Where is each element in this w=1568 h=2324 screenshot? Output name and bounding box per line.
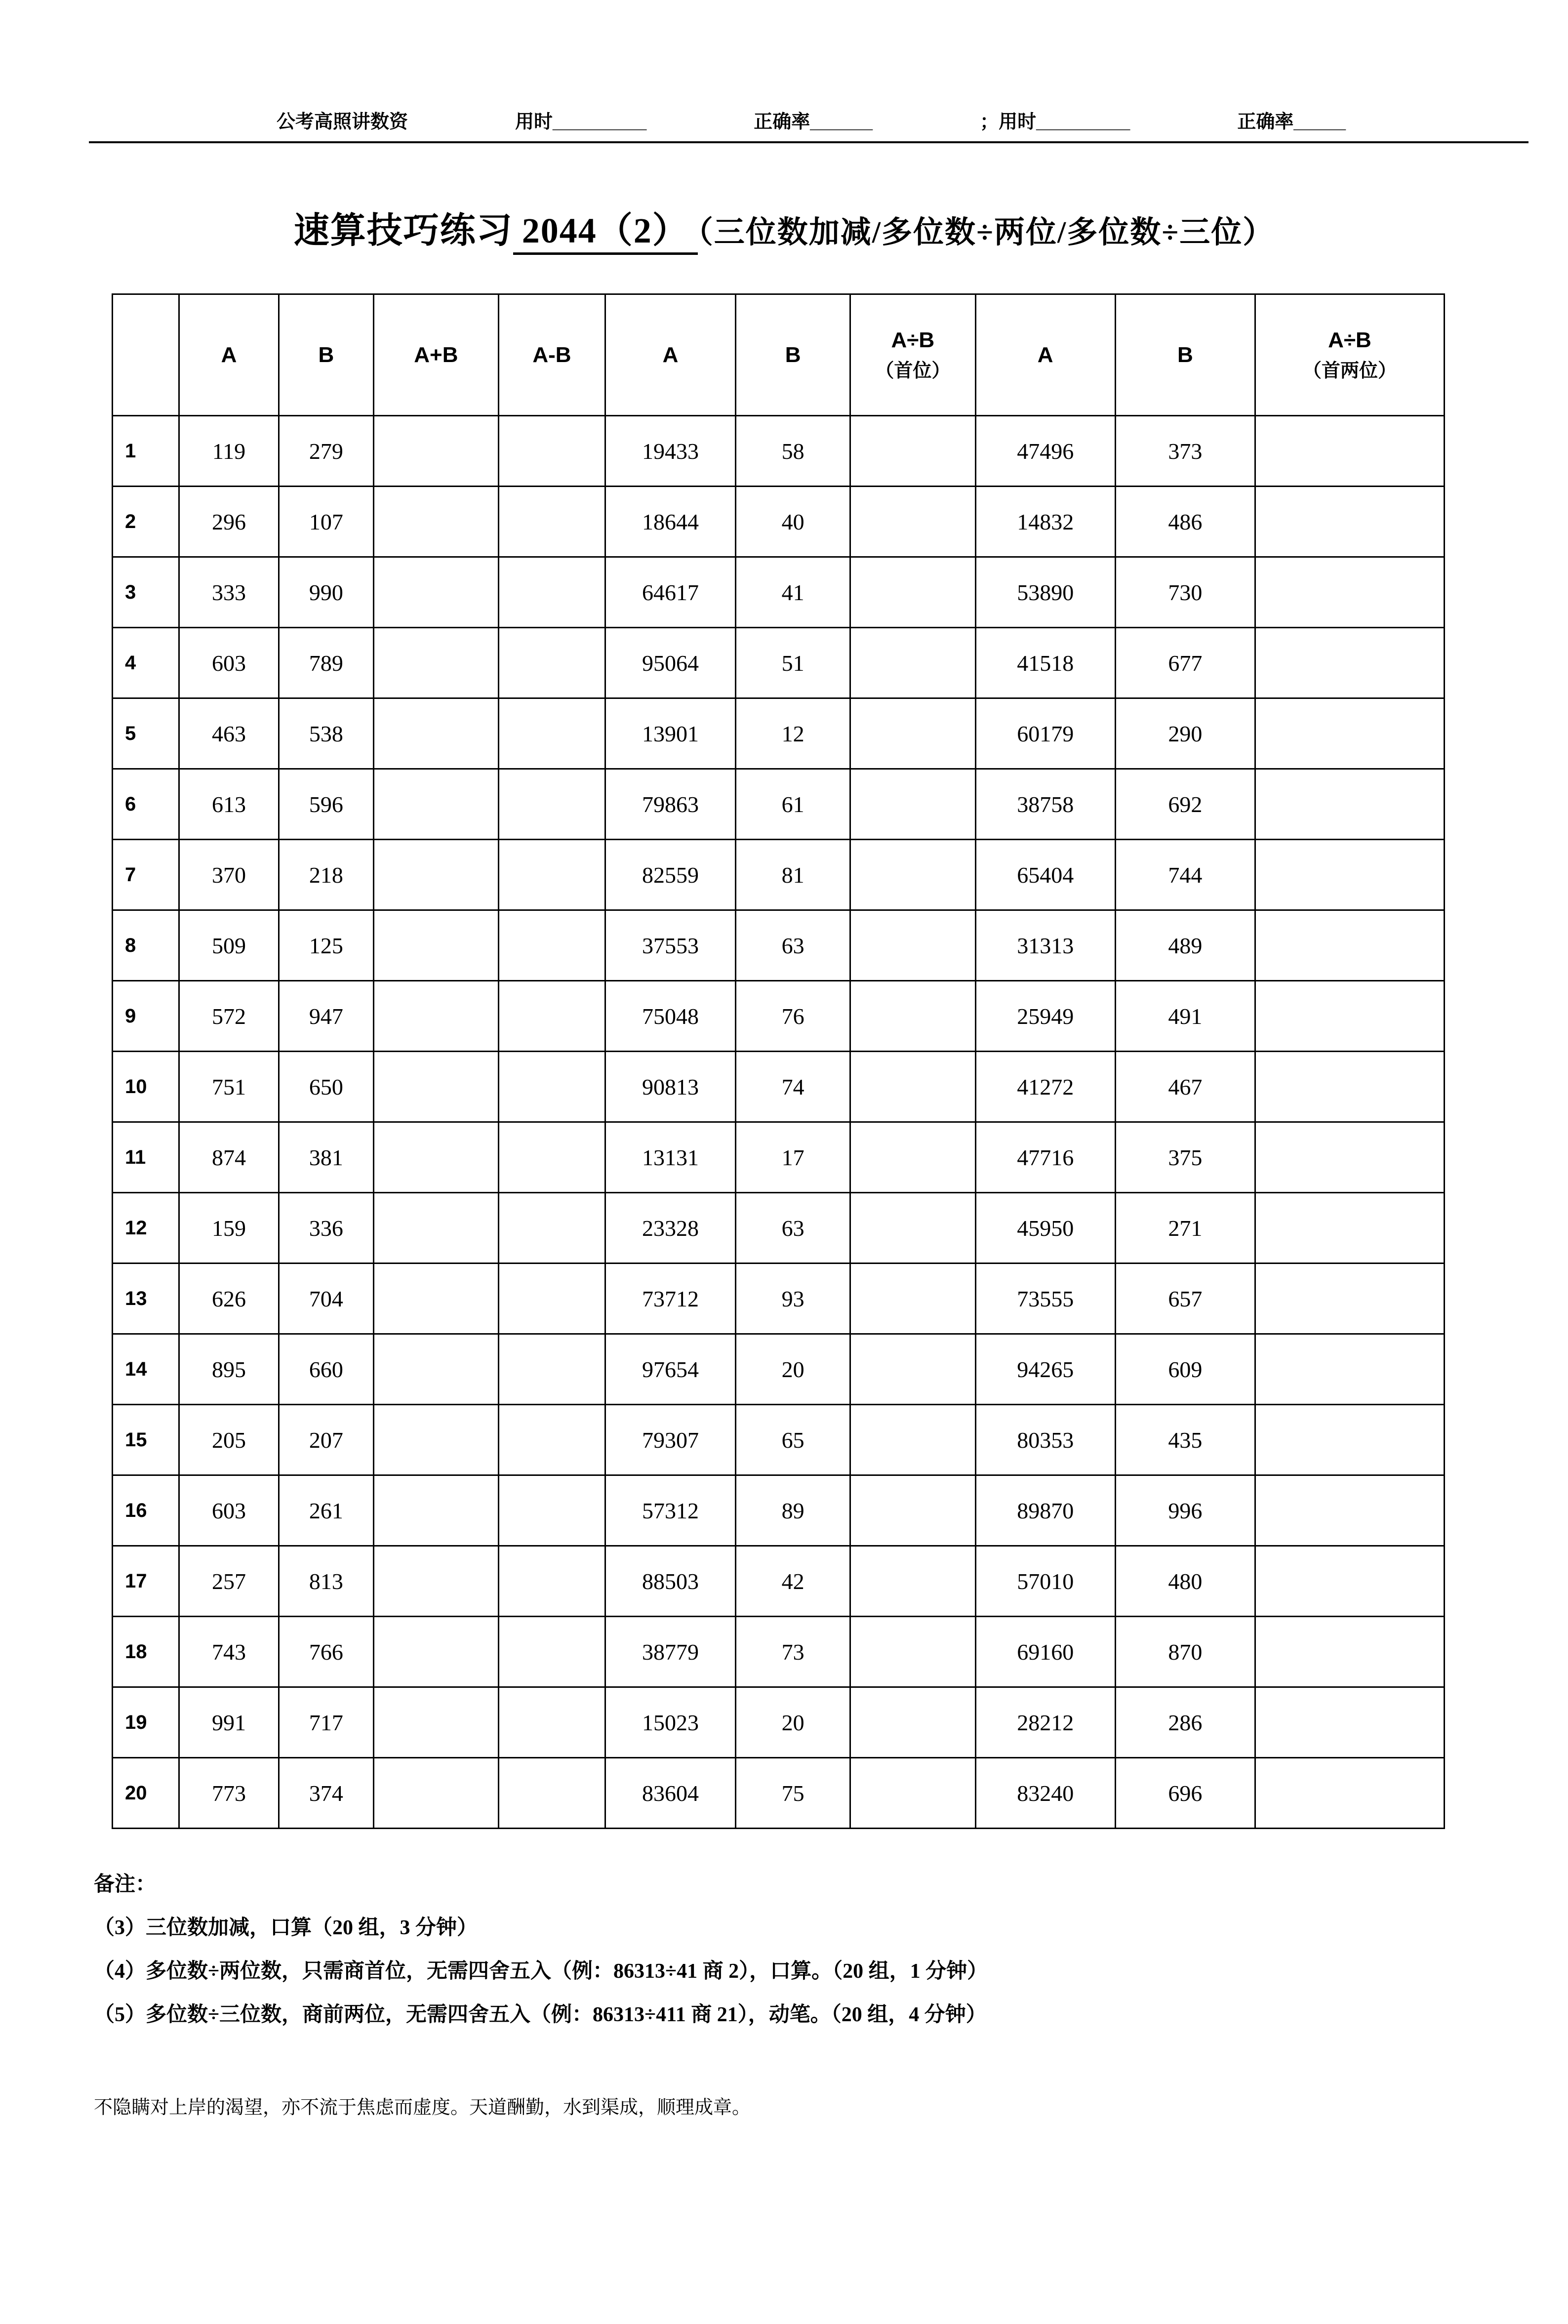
cell-a-minus-b <box>499 487 605 557</box>
cell-b2: 41 <box>736 557 850 628</box>
table-row <box>113 1405 1445 1475</box>
cell-b3: 373 <box>1115 416 1255 487</box>
cell-b3: 609 <box>1115 1334 1255 1405</box>
table-row <box>113 487 1445 557</box>
cell-a3: 69160 <box>975 1617 1115 1687</box>
cell-a-minus-b <box>499 1617 605 1687</box>
cell-a-div-b-first <box>850 416 976 487</box>
cell-a1: 257 <box>179 1546 279 1617</box>
table-row <box>113 769 1445 840</box>
cell-a1: 751 <box>179 1052 279 1122</box>
header-a1: A <box>179 294 279 416</box>
cell-a3: 60179 <box>975 698 1115 769</box>
table-row <box>113 1617 1445 1687</box>
table-row <box>113 981 1445 1052</box>
cell-a-div-b-first-two <box>1255 769 1444 840</box>
cell-b1: 125 <box>279 910 373 981</box>
cell-row-number: 11 <box>113 1122 179 1193</box>
cell-a-div-b-first-two <box>1255 1193 1444 1264</box>
header-b1: B <box>279 294 373 416</box>
cell-a-minus-b <box>499 1122 605 1193</box>
table-row <box>113 416 1445 487</box>
cell-b3: 489 <box>1115 910 1255 981</box>
accuracy-field-1: 正确率______ <box>754 112 873 132</box>
cell-a-plus-b <box>373 1758 499 1829</box>
cell-b2: 93 <box>736 1264 850 1334</box>
header-a-div-b-first-two <box>1255 294 1444 416</box>
cell-a-div-b-first-two <box>1255 1405 1444 1475</box>
brand-text: 公考高照讲数资 <box>277 112 408 132</box>
cell-a1: 874 <box>179 1122 279 1193</box>
cell-b2: 42 <box>736 1546 850 1617</box>
header-a2: A <box>605 294 735 416</box>
cell-a-div-b-first-two <box>1255 487 1444 557</box>
cell-a3: 41518 <box>975 628 1115 698</box>
cell-a2: 64617 <box>605 557 735 628</box>
cell-a2: 13901 <box>605 698 735 769</box>
cell-row-number: 1 <box>113 416 179 487</box>
cell-a-div-b-first <box>850 1546 976 1617</box>
cell-a-div-b-first <box>850 1122 976 1193</box>
cell-a1: 613 <box>179 769 279 840</box>
cell-row-number: 19 <box>113 1687 179 1758</box>
cell-a-minus-b <box>499 1405 605 1475</box>
cell-a-minus-b <box>499 1758 605 1829</box>
cell-a1: 463 <box>179 698 279 769</box>
cell-a2: 90813 <box>605 1052 735 1122</box>
cell-a-div-b-first <box>850 628 976 698</box>
table-row <box>113 1052 1445 1122</box>
cell-b1: 279 <box>279 416 373 487</box>
cell-a3: 47716 <box>975 1122 1115 1193</box>
cell-a-plus-b <box>373 1334 499 1405</box>
cell-b3: 677 <box>1115 628 1255 698</box>
cell-a-div-b-first <box>850 981 976 1052</box>
cell-b3: 696 <box>1115 1758 1255 1829</box>
cell-b3: 730 <box>1115 557 1255 628</box>
table-body <box>113 416 1445 1829</box>
cell-a2: 38779 <box>605 1617 735 1687</box>
cell-b2: 89 <box>736 1475 850 1546</box>
cell-a-minus-b <box>499 416 605 487</box>
cell-b2: 20 <box>736 1687 850 1758</box>
cell-b1: 704 <box>279 1264 373 1334</box>
cell-a-plus-b <box>373 557 499 628</box>
cell-a-plus-b <box>373 910 499 981</box>
cell-a3: 31313 <box>975 910 1115 981</box>
cell-b1: 813 <box>279 1546 373 1617</box>
cell-a1: 743 <box>179 1617 279 1687</box>
cell-a1: 626 <box>179 1264 279 1334</box>
cell-a-plus-b <box>373 1122 499 1193</box>
cell-b3: 744 <box>1115 840 1255 910</box>
table-row <box>113 1758 1445 1829</box>
cell-a3: 53890 <box>975 557 1115 628</box>
cell-a1: 509 <box>179 910 279 981</box>
header-b2: B <box>736 294 850 416</box>
cell-a2: 73712 <box>605 1264 735 1334</box>
cell-b3: 435 <box>1115 1405 1255 1475</box>
cell-a-minus-b <box>499 1687 605 1758</box>
cell-b2: 74 <box>736 1052 850 1122</box>
cell-a-div-b-first-two <box>1255 1617 1444 1687</box>
cell-row-number: 6 <box>113 769 179 840</box>
cell-a-div-b-first-two <box>1255 1758 1444 1829</box>
cell-a3: 14832 <box>975 487 1115 557</box>
cell-a-minus-b <box>499 1052 605 1122</box>
cell-a-minus-b <box>499 557 605 628</box>
cell-b1: 650 <box>279 1052 373 1122</box>
cell-a-plus-b <box>373 769 499 840</box>
cell-b3: 480 <box>1115 1546 1255 1617</box>
cell-a-div-b-first-two <box>1255 840 1444 910</box>
cell-a3: 94265 <box>975 1334 1115 1405</box>
worksheet-page <box>0 106 1568 2119</box>
cell-b2: 40 <box>736 487 850 557</box>
cell-a-div-b-first <box>850 910 976 981</box>
cell-a3: 41272 <box>975 1052 1115 1122</box>
cell-b1: 947 <box>279 981 373 1052</box>
cell-a-div-b-first-two <box>1255 910 1444 981</box>
cell-a-minus-b <box>499 1264 605 1334</box>
cell-b1: 107 <box>279 487 373 557</box>
cell-a2: 97654 <box>605 1334 735 1405</box>
cell-a1: 895 <box>179 1334 279 1405</box>
cell-a3: 47496 <box>975 416 1115 487</box>
cell-b2: 63 <box>736 910 850 981</box>
cell-b1: 381 <box>279 1122 373 1193</box>
cell-b3: 286 <box>1115 1687 1255 1758</box>
cell-a1: 205 <box>179 1405 279 1475</box>
cell-a-div-b-first-two <box>1255 698 1444 769</box>
cell-b3: 486 <box>1115 487 1255 557</box>
cell-row-number: 10 <box>113 1052 179 1122</box>
header-a-div-b-first-two-line2: （首两位） <box>1302 360 1397 381</box>
cell-a-div-b-first-two <box>1255 1264 1444 1334</box>
time-field-2: ；用时_________ <box>980 112 1130 132</box>
footer-motto: 不隐瞒对上岸的渴望，亦不流于焦虑而虚度。天道酬勤，水到渠成，顺理成章。 <box>94 2097 751 2118</box>
cell-a2: 18644 <box>605 487 735 557</box>
time-field-1: 用时_________ <box>515 112 647 132</box>
cell-a1: 773 <box>179 1758 279 1829</box>
header-a-plus-b: A+B <box>373 294 499 416</box>
cell-a-div-b-first <box>850 1405 976 1475</box>
cell-row-number: 2 <box>113 487 179 557</box>
cell-a-minus-b <box>499 698 605 769</box>
notes-section <box>94 1863 1469 2037</box>
cell-b2: 75 <box>736 1758 850 1829</box>
cell-a-div-b-first <box>850 1193 976 1264</box>
header-a-div-b-first-two-line1: A÷B <box>1328 328 1371 353</box>
cell-a3: 38758 <box>975 769 1115 840</box>
cell-a-minus-b <box>499 1475 605 1546</box>
cell-a2: 57312 <box>605 1475 735 1546</box>
cell-a2: 37553 <box>605 910 735 981</box>
cell-a2: 13131 <box>605 1122 735 1193</box>
cell-a-minus-b <box>499 1334 605 1405</box>
cell-a2: 95064 <box>605 628 735 698</box>
cell-b3: 996 <box>1115 1475 1255 1546</box>
cell-a3: 80353 <box>975 1405 1115 1475</box>
cell-a-div-b-first-two <box>1255 1546 1444 1617</box>
cell-b1: 218 <box>279 840 373 910</box>
cell-row-number: 9 <box>113 981 179 1052</box>
cell-b2: 20 <box>736 1334 850 1405</box>
page-title <box>0 202 1568 253</box>
cell-b2: 51 <box>736 628 850 698</box>
cell-a-minus-b <box>499 1546 605 1617</box>
cell-b3: 290 <box>1115 698 1255 769</box>
note-item-1: （3）三位数加减，口算（20 组，3 分钟） <box>94 1916 478 1939</box>
cell-a2: 88503 <box>605 1546 735 1617</box>
cell-a-plus-b <box>373 698 499 769</box>
cell-a-plus-b <box>373 416 499 487</box>
cell-a1: 603 <box>179 628 279 698</box>
header-a3: A <box>975 294 1115 416</box>
cell-a-plus-b <box>373 1264 499 1334</box>
cell-a-plus-b <box>373 1052 499 1122</box>
table-row <box>113 1122 1445 1193</box>
cell-b1: 207 <box>279 1405 373 1475</box>
cell-a-div-b-first <box>850 1758 976 1829</box>
title-main: 速算技巧练习 <box>293 211 513 250</box>
header-a-div-b-first <box>850 294 976 416</box>
cell-a3: 25949 <box>975 981 1115 1052</box>
cell-a1: 119 <box>179 416 279 487</box>
cell-b2: 81 <box>736 840 850 910</box>
table-row <box>113 910 1445 981</box>
table-row <box>113 1546 1445 1617</box>
cell-b3: 657 <box>1115 1264 1255 1334</box>
cell-b1: 717 <box>279 1687 373 1758</box>
cell-row-number: 4 <box>113 628 179 698</box>
cell-a-div-b-first-two <box>1255 557 1444 628</box>
cell-b3: 491 <box>1115 981 1255 1052</box>
cell-a-div-b-first-two <box>1255 981 1444 1052</box>
cell-b1: 990 <box>279 557 373 628</box>
cell-a-div-b-first <box>850 1334 976 1405</box>
cell-row-number: 8 <box>113 910 179 981</box>
table-row <box>113 1475 1445 1546</box>
cell-b3: 375 <box>1115 1122 1255 1193</box>
header-index <box>113 294 179 416</box>
cell-b3: 271 <box>1115 1193 1255 1264</box>
cell-a-plus-b <box>373 1617 499 1687</box>
cell-row-number: 20 <box>113 1758 179 1829</box>
worksheet-table <box>112 293 1445 1829</box>
cell-a-minus-b <box>499 910 605 981</box>
cell-b2: 61 <box>736 769 850 840</box>
cell-a-div-b-first <box>850 840 976 910</box>
cell-a2: 75048 <box>605 981 735 1052</box>
cell-a-minus-b <box>499 840 605 910</box>
cell-b3: 692 <box>1115 769 1255 840</box>
cell-b1: 374 <box>279 1758 373 1829</box>
header-a-div-b-first-line1: A÷B <box>891 328 935 353</box>
cell-a-div-b-first <box>850 1475 976 1546</box>
cell-b3: 870 <box>1115 1617 1255 1687</box>
notes-title: 备注： <box>94 1873 157 1896</box>
cell-b2: 73 <box>736 1617 850 1687</box>
table-row <box>113 628 1445 698</box>
cell-b1: 789 <box>279 628 373 698</box>
cell-a3: 73555 <box>975 1264 1115 1334</box>
cell-a-div-b-first-two <box>1255 1052 1444 1122</box>
cell-a-plus-b <box>373 628 499 698</box>
cell-a-plus-b <box>373 1687 499 1758</box>
cell-a-div-b-first-two <box>1255 1687 1444 1758</box>
cell-a3: 65404 <box>975 840 1115 910</box>
table-row <box>113 840 1445 910</box>
cell-row-number: 15 <box>113 1405 179 1475</box>
cell-b1: 538 <box>279 698 373 769</box>
cell-b2: 65 <box>736 1405 850 1475</box>
cell-row-number: 18 <box>113 1617 179 1687</box>
cell-b2: 12 <box>736 698 850 769</box>
accuracy-field-2: 正确率_____ <box>1237 112 1346 132</box>
cell-a1: 296 <box>179 487 279 557</box>
cell-a3: 45950 <box>975 1193 1115 1264</box>
cell-a2: 19433 <box>605 416 735 487</box>
table-row <box>113 1193 1445 1264</box>
header-divider <box>89 141 1528 143</box>
table-row <box>113 1687 1445 1758</box>
header-a-minus-b: A-B <box>499 294 605 416</box>
cell-a2: 23328 <box>605 1193 735 1264</box>
cell-a-div-b-first <box>850 698 976 769</box>
note-item-2: （4）多位数÷两位数，只需商首位，无需四舍五入（例：86313÷41 商 2），口算。（20 组，1 分钟） <box>94 1960 988 1983</box>
cell-a-plus-b <box>373 487 499 557</box>
cell-row-number: 5 <box>113 698 179 769</box>
cell-a-div-b-first-two <box>1255 628 1444 698</box>
cell-a1: 991 <box>179 1687 279 1758</box>
header-a-div-b-first-line2: （首位） <box>875 360 951 381</box>
cell-a3: 89870 <box>975 1475 1115 1546</box>
note-item-3: （5）多位数÷三位数，商前两位，无需四舍五入（例：86313÷411 商 21），动笔。（20 组，4 分钟） <box>94 2003 987 2026</box>
cell-a-div-b-first <box>850 487 976 557</box>
cell-row-number: 7 <box>113 840 179 910</box>
header-b3: B <box>1115 294 1255 416</box>
cell-a-div-b-first-two <box>1255 416 1444 487</box>
cell-a-plus-b <box>373 840 499 910</box>
cell-a-div-b-first <box>850 1264 976 1334</box>
cell-a-minus-b <box>499 1193 605 1264</box>
cell-a1: 159 <box>179 1193 279 1264</box>
cell-a-minus-b <box>499 981 605 1052</box>
cell-a-div-b-first-two <box>1255 1334 1444 1405</box>
table-row <box>113 698 1445 769</box>
cell-a-div-b-first <box>850 557 976 628</box>
title-number: 2044（2） <box>513 211 698 255</box>
cell-a3: 57010 <box>975 1546 1115 1617</box>
cell-row-number: 13 <box>113 1264 179 1334</box>
cell-a-div-b-first-two <box>1255 1475 1444 1546</box>
cell-a2: 83604 <box>605 1758 735 1829</box>
cell-b1: 261 <box>279 1475 373 1546</box>
cell-b1: 336 <box>279 1193 373 1264</box>
cell-a1: 572 <box>179 981 279 1052</box>
table-header-row <box>113 294 1445 416</box>
cell-a-plus-b <box>373 981 499 1052</box>
cell-a-plus-b <box>373 1546 499 1617</box>
cell-a2: 79863 <box>605 769 735 840</box>
cell-a1: 333 <box>179 557 279 628</box>
cell-b3: 467 <box>1115 1052 1255 1122</box>
cell-b2: 76 <box>736 981 850 1052</box>
cell-a3: 83240 <box>975 1758 1115 1829</box>
title-subtitle: （三位数加减/多位数÷两位/多位数÷三位） <box>697 216 1275 249</box>
cell-a-minus-b <box>499 769 605 840</box>
cell-b1: 660 <box>279 1334 373 1405</box>
cell-b1: 596 <box>279 769 373 840</box>
cell-row-number: 12 <box>113 1193 179 1264</box>
cell-a2: 79307 <box>605 1405 735 1475</box>
cell-a1: 370 <box>179 840 279 910</box>
cell-a-div-b-first <box>850 769 976 840</box>
cell-row-number: 14 <box>113 1334 179 1405</box>
cell-a2: 82559 <box>605 840 735 910</box>
table-row <box>113 557 1445 628</box>
table-row <box>113 1264 1445 1334</box>
page-header <box>277 106 1346 133</box>
table-row <box>113 1334 1445 1405</box>
cell-a-div-b-first <box>850 1617 976 1687</box>
cell-a1: 603 <box>179 1475 279 1546</box>
cell-a-plus-b <box>373 1405 499 1475</box>
cell-b2: 63 <box>736 1193 850 1264</box>
cell-a-plus-b <box>373 1193 499 1264</box>
cell-row-number: 17 <box>113 1546 179 1617</box>
cell-b2: 17 <box>736 1122 850 1193</box>
cell-a-plus-b <box>373 1475 499 1546</box>
cell-a-div-b-first <box>850 1052 976 1122</box>
cell-a-div-b-first <box>850 1687 976 1758</box>
cell-a-div-b-first-two <box>1255 1122 1444 1193</box>
cell-a2: 15023 <box>605 1687 735 1758</box>
cell-row-number: 3 <box>113 557 179 628</box>
cell-row-number: 16 <box>113 1475 179 1546</box>
cell-b2: 58 <box>736 416 850 487</box>
cell-a3: 28212 <box>975 1687 1115 1758</box>
cell-a-minus-b <box>499 628 605 698</box>
cell-b1: 766 <box>279 1617 373 1687</box>
